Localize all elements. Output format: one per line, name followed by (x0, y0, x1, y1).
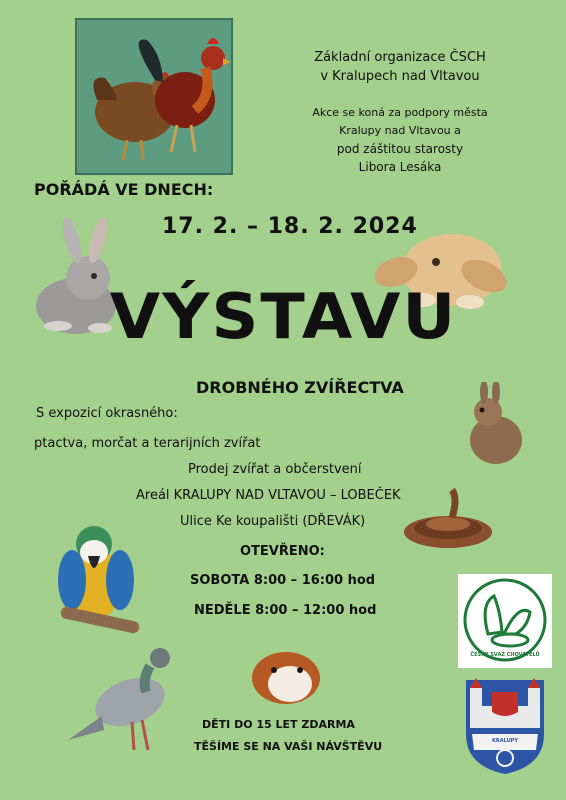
saturday-hours: SOBOTA 8:00 – 16:00 hod (190, 573, 376, 588)
sunday-hours: NEDĚLE 8:00 – 12:00 hod (194, 603, 377, 618)
support-line-3: pod záštitou starosty (336, 142, 464, 156)
main-title: VÝSTAVU (109, 280, 458, 353)
detail-line-4: Areál KRALUPY NAD VLTAVOU – LOBEČEK (136, 488, 401, 503)
intro-heading: POŘÁDÁ VE DNECH: (34, 180, 214, 199)
support-line-4: Libora Lesáka (358, 160, 442, 174)
event-dates: 17. 2. – 18. 2. 2024 (162, 214, 418, 239)
wild-rabbit-image (462, 382, 528, 468)
support-line-1: Akce se koná za podpory města (312, 106, 488, 119)
detail-line-1: S expozicí okrasného: (36, 406, 178, 421)
support-line-2: Kralupy nad Vltavou a (339, 124, 461, 137)
cschovatelu-logo (458, 574, 552, 668)
hens-image (75, 18, 233, 175)
org-location: v Kralupech nad Vltavou (320, 69, 480, 84)
kids-free: DĚTI DO 15 LET ZDARMA (202, 718, 355, 731)
subtitle: DROBNÉHO ZVÍŘECTVA (196, 378, 404, 397)
snake-image (400, 488, 496, 554)
opening-heading: OTEVŘENO: (240, 544, 325, 559)
gray-rabbit-image (28, 218, 120, 340)
detail-line-3: Prodej zvířat a občerstvení (188, 462, 362, 477)
crest-caption: KRALUPY (492, 738, 518, 744)
welcome-text: TĚŠÍME SE NA VAŠI NÁVŠTĚVU (194, 740, 383, 753)
detail-line-2: ptactva, morčat a terarijních zvířat (34, 436, 261, 451)
city-crest (462, 674, 548, 776)
guinea-pig-image (250, 640, 322, 706)
pigeon-image (62, 640, 180, 758)
detail-line-5: Ulice Ke koupališti (DŘEVÁK) (180, 514, 366, 529)
org-name: Základní organizace ČSCH (314, 50, 486, 65)
parrot-image (50, 522, 144, 646)
logo-caption: ČESKÝ SVAZ CHOVATELŮ (470, 652, 540, 658)
